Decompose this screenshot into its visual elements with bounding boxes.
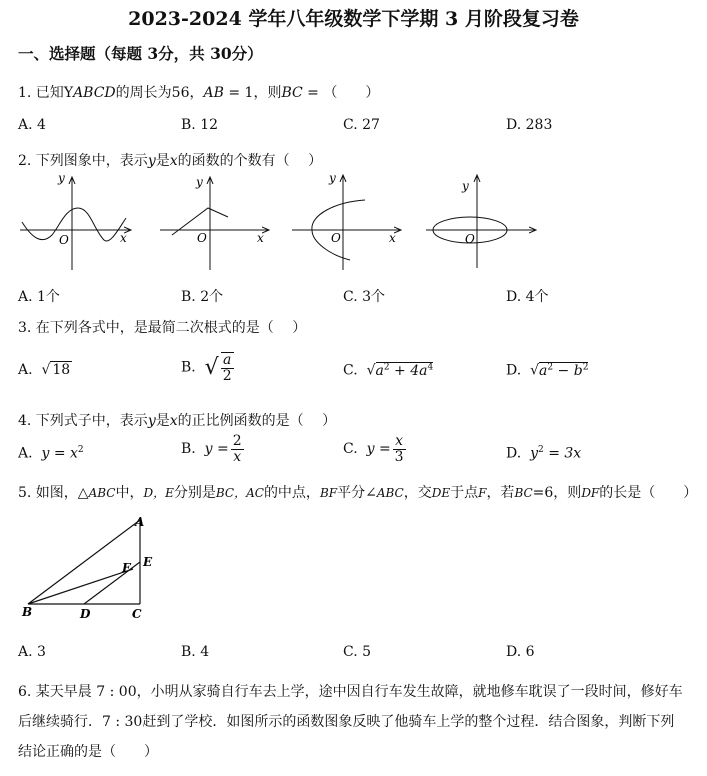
g2-origin-label: O (197, 231, 207, 245)
q5-triangle-figure (0, 508, 200, 626)
q5-option-d[interactable]: D. 6 (506, 644, 535, 660)
q2-option-d[interactable]: D. 4个 (506, 289, 549, 305)
q4-option-a[interactable]: A. $y = x^2$ (18, 445, 84, 462)
q4-option-c[interactable]: C. y = $\frac{x}{3}$ (343, 433, 404, 465)
q3-option-d[interactable]: D. $√a^2 - b^2$ (506, 362, 589, 379)
graph-1 (20, 171, 130, 270)
g3-origin-label: O (331, 231, 341, 245)
question-3: 3. 在下列各式中，是最简二次根式的是（ ） (18, 320, 307, 336)
graph-2 (160, 175, 268, 270)
point-b-label: B (22, 605, 33, 619)
q2-option-b[interactable]: B. 2个 (181, 289, 224, 305)
point-f-label: F (122, 561, 131, 575)
g2-x-label: x (257, 231, 264, 245)
q3-option-a[interactable]: A. √ 18 (18, 362, 71, 378)
g3-y-label: y (329, 171, 336, 185)
q2-graphs (0, 170, 707, 282)
g4-origin-label: O (465, 232, 475, 246)
point-c-label: C (132, 607, 142, 621)
point-e-label: E (143, 555, 153, 569)
q5-option-a[interactable]: A. 3 (18, 644, 46, 660)
question-6-line-2: 后继续骑行．7 : 30赶到了学校．如图所示的函数图象反映了他骑车上学的整个过程．结合图象，判断下列 (18, 714, 675, 730)
q1-option-a[interactable]: A. 4 (18, 117, 46, 133)
g1-origin-label: O (59, 233, 69, 247)
point-d-label: D (80, 607, 91, 621)
q3-option-b[interactable]: B. √ $\frac{a}{2}$ (181, 352, 232, 384)
g2-y-label: y (196, 175, 203, 189)
question-5: 5. 如图，△ABC中，D，E分别是BC，AC的中点，BF平分∠ABC，交DE于点F，若BC=6，则DF的长是（ ） (18, 485, 698, 501)
q2-option-a[interactable]: A. 1个 (18, 289, 60, 305)
q5-option-b[interactable]: B. 4 (181, 644, 210, 660)
g1-y-label: y (58, 171, 65, 185)
question-6-line-3: 结论正确的是（ ） (18, 744, 158, 760)
question-1: 1. 已知YABCD的周长为56，AB = 1，则BC = （ ） (18, 85, 380, 101)
graph-4 (426, 176, 535, 268)
g4-y-label: y (462, 179, 469, 193)
q1-option-d[interactable]: D. 283 (506, 117, 553, 133)
q5-option-c[interactable]: C. 5 (343, 644, 372, 660)
point-a-label: A (135, 515, 145, 529)
g1-x-label: x (120, 231, 127, 245)
q3-option-c[interactable]: C. $√a^2 + 4a^4$ (343, 362, 434, 379)
question-4: 4. 下列式子中，表示y是x的正比例函数的是（ ） (18, 413, 337, 429)
q1-option-c[interactable]: C. 27 (343, 117, 380, 133)
q1-option-b[interactable]: B. 12 (181, 117, 219, 133)
q4-option-d[interactable]: D. $y^2 = 3x$ (506, 445, 582, 462)
question-2: 2. 下列图象中，表示y是x的函数的个数有（ ） (18, 153, 323, 169)
g3-x-label: x (389, 231, 396, 245)
q4-option-b[interactable]: B. y = $\frac{2}{x}$ (181, 433, 242, 465)
q2-option-c[interactable]: C. 3个 (343, 289, 386, 305)
graph-3 (292, 171, 400, 270)
page-title: 2023-2024 学年八年级数学下学期 3 月阶段复习卷 (128, 8, 579, 30)
section-heading: 一、选择题（每题 3分，共 30分） (18, 44, 263, 63)
question-6-line-1: 6. 某天早晨 7 : 00，小明从家骑自行车去上学，途中因自行车发生故障，就地修车耽误了一段时间，修好车 (18, 684, 683, 700)
